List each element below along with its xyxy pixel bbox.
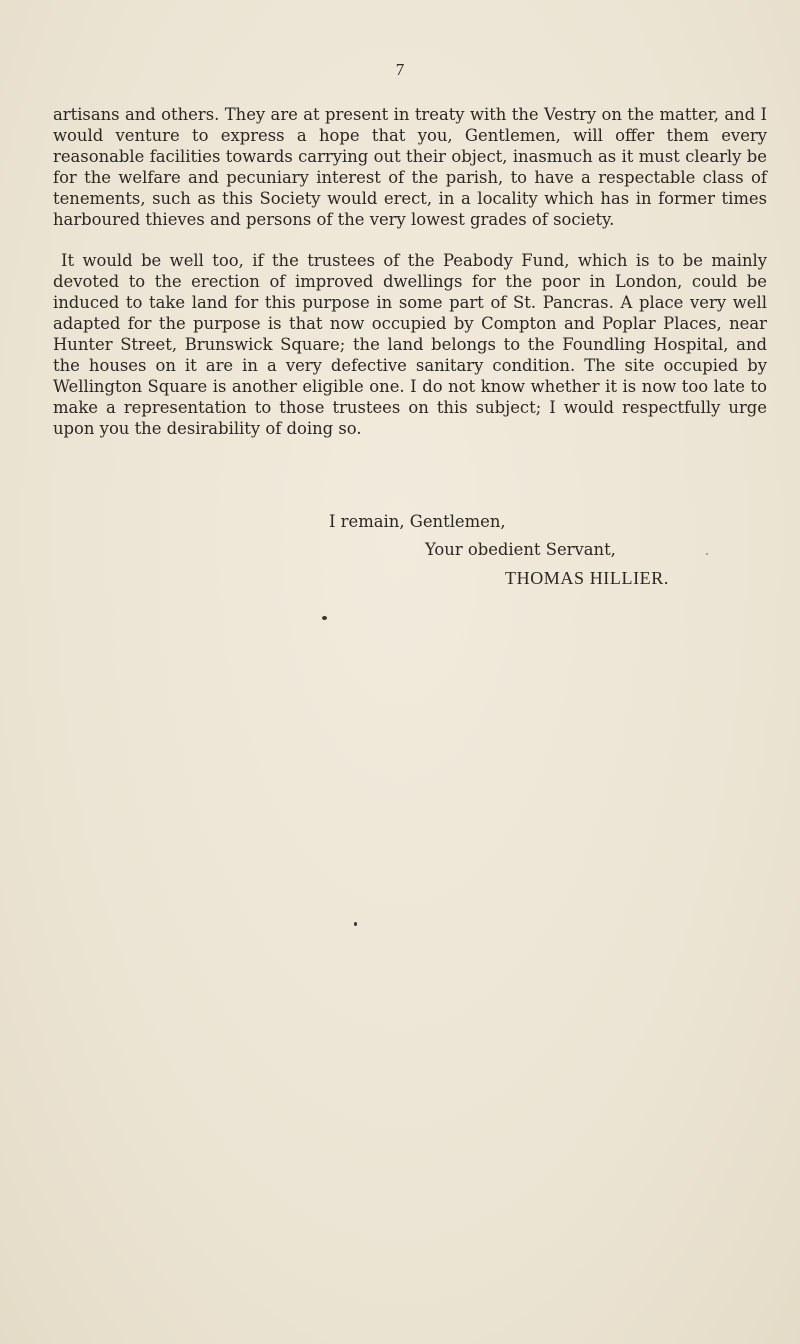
closing-complimentary: Your obedient Servant, <box>425 540 616 559</box>
signature: THOMAS HILLIER. <box>505 568 669 588</box>
ink-speck <box>706 553 708 555</box>
closing-salutation: I remain, Gentlemen, <box>329 512 506 531</box>
paragraph-2: It would be well too, if the trustees of the Peabody Fund, which is to be mainly devoted to the erection of improved dwellings for the poor in London, could be induced to take land for this purpose in some part of St. Pancras. A place very well adapted for the purpose is that now occupied by Compton and Poplar Places, near Hunter Street, Brunswick Square; the land belongs to the Foundling Hospital, and the houses on it are in a very defective sanitary condition. The site occupied by Wellington Square is another eligible one. I do not know whether it is now too late to make a representation to those trustees on this subject; I would respectfully urge upon you the desirability of doing so. <box>53 250 767 439</box>
page-number: 7 <box>395 60 405 79</box>
ink-speck <box>322 616 327 620</box>
letter-body <box>53 104 767 439</box>
ink-speck <box>354 922 357 926</box>
paragraph-1: artisans and others. They are at present in treaty with the Vestry on the matter, and I would venture to express a hope that you, Gentlemen, will offer them every reasonable facilities towards carrying out their object, inasmuch as it must clearly be for the welfare and pecuniary interest of the parish, to have a respectable class of tenements, such as this Society would erect, in a locality which has in former times harboured thieves and persons of the very lowest grades of society. <box>53 105 767 230</box>
